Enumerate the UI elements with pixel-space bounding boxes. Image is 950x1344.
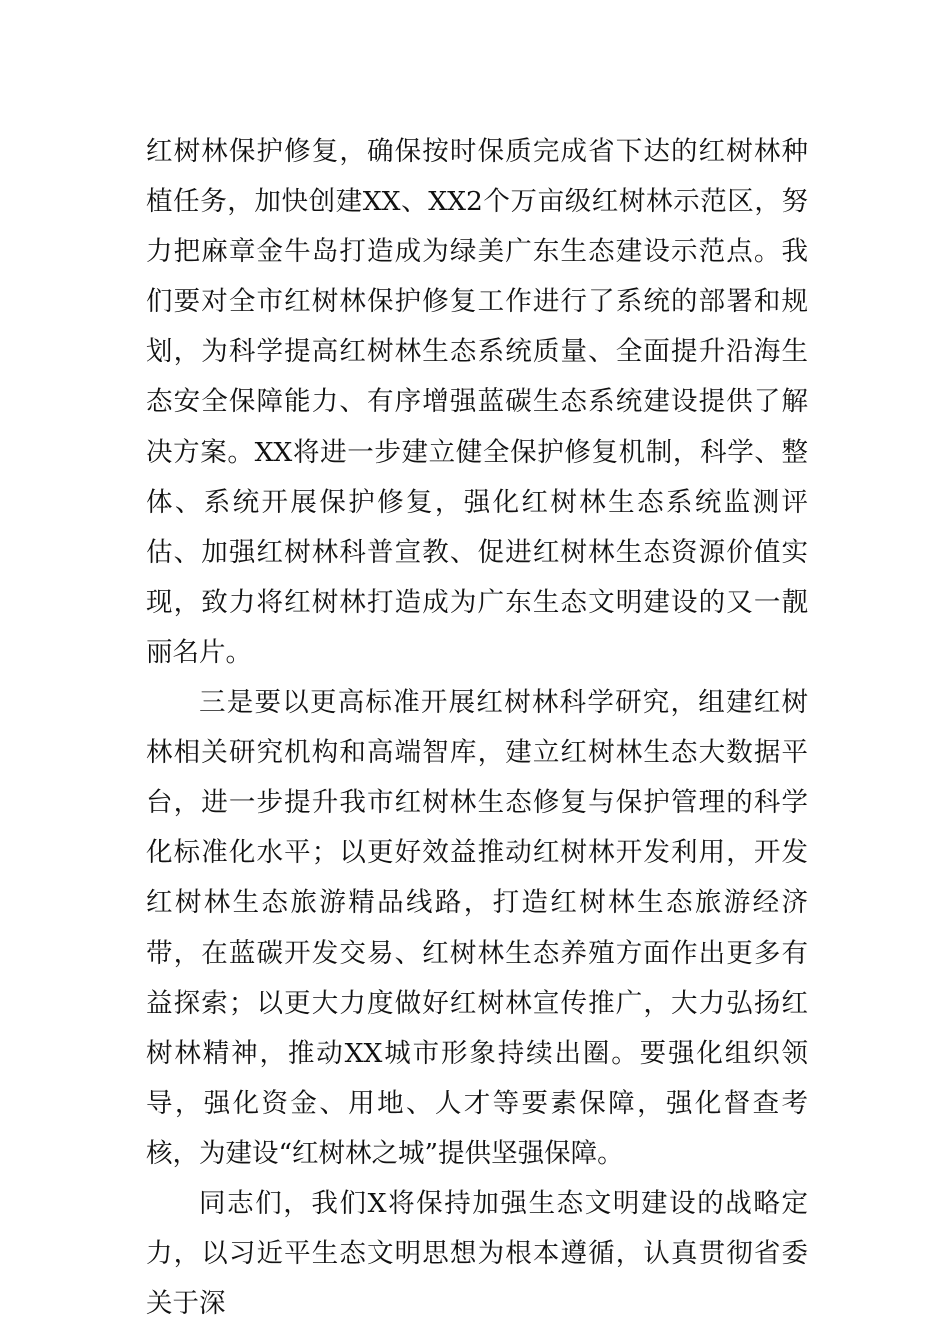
- paragraph-1: 红树林保护修复，确保按时保质完成省下达的红树林种植任务，加快创建XX、XX2个万亩级红树林示范区，努力把麻章金牛岛打造成为绿美广东生态建设示范点。我们要对全市红树林保护修复工作进行了系统的部署和规划，为科学提高红树林生态系统质量、全面提升沿海生态安全保障能力、有序增强蓝碳生态系统建设提供了解决方案。XX将进一步建立健全保护修复机制，科学、整体、系统开展保护修复，强化红树林生态系统监测评估、加强红树林科普宣教、促进红树林生态资源价值实现，致力将红树林打造成为广东生态文明建设的又一靓丽名片。: [146, 136, 808, 668]
- document-body: [146, 127, 808, 1329]
- paragraph-2: 三是要以更高标准开展红树林科学研究，组建红树林相关研究机构和高端智库，建立红树林生态大数据平台，进一步提升我市红树林生态修复与保护管理的科学化标准化水平；以更好效益推动红树林开发利用，开发红树林生态旅游精品线路，打造红树林生态旅游经济带，在蓝碳开发交易、红树林生态养殖方面作出更多有益探索；以更大力度做好红树林宣传推广，大力弘扬红树林精神，推动XX城市形象持续出圈。要强化组织领导，强化资金、用地、人才等要素保障，强化督查考核，为建设“红树林之城”提供坚强保障。: [146, 687, 808, 1169]
- paragraph-3: 同志们，我们X将保持加强生态文明建设的战略定力，以习近平生态文明思想为根本遵循，认真贯彻省委关于深: [146, 1187, 808, 1320]
